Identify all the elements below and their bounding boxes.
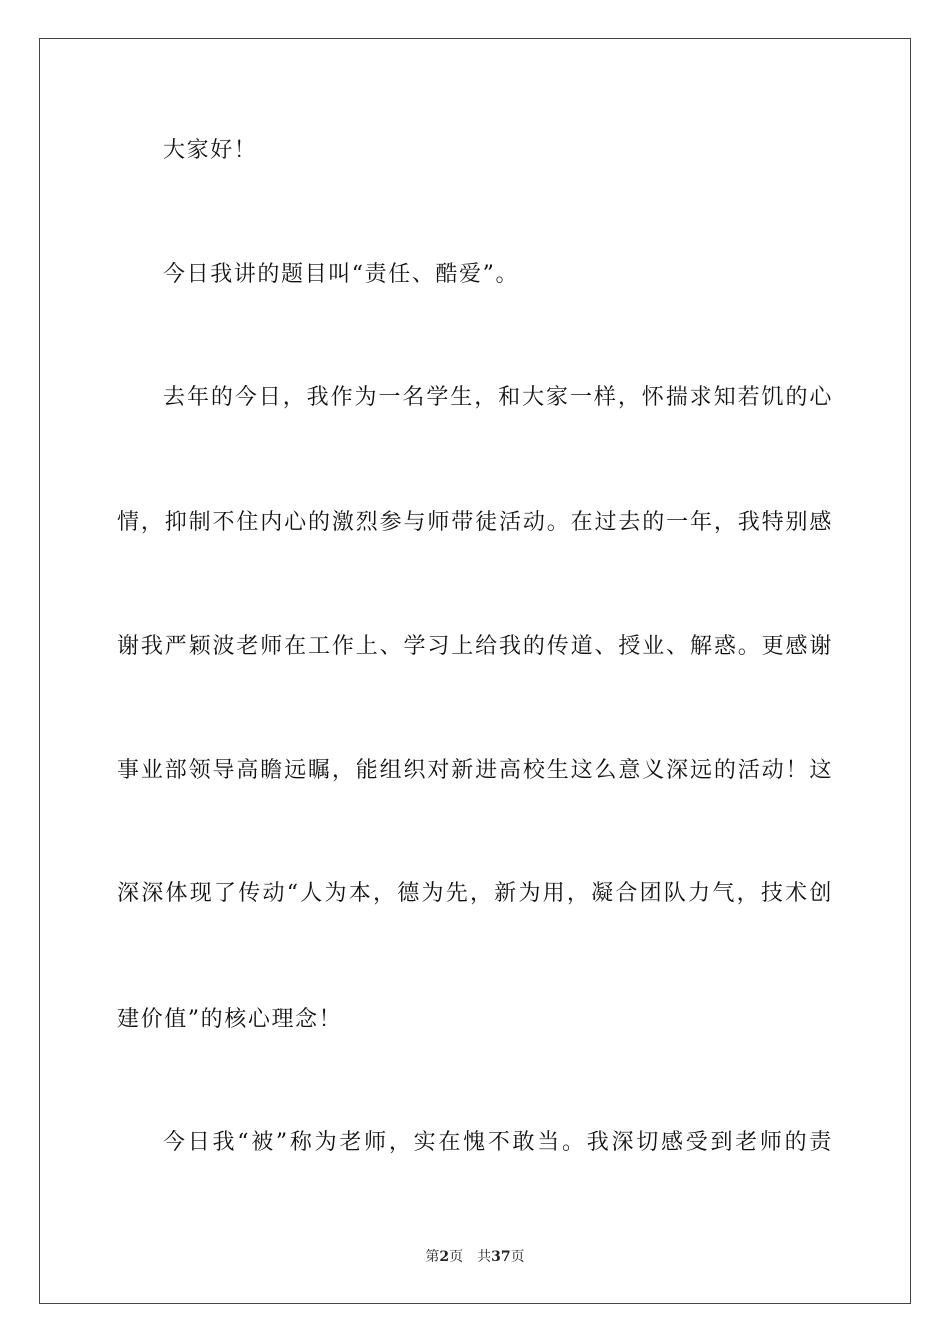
current-page-number: 2 [439, 1249, 450, 1265]
page-number-footer [0, 1248, 950, 1266]
paragraph-topic: 今日我讲的题目叫“责任、酷爱”。 [163, 262, 520, 287]
page-suffix: 页 [449, 1249, 464, 1265]
total-page-count: 37 [491, 1249, 511, 1265]
total-prefix: 共 [477, 1249, 492, 1265]
paragraph-line: 今日我“被”称为老师，实在愧不敢当。我深切感受到老师的责 [163, 1130, 833, 1155]
page-border [39, 38, 911, 1304]
total-suffix: 页 [510, 1249, 525, 1265]
paragraph-line: 去年的今日，我作为一名学生，和大家一样，怀揣求知若饥的心 [163, 385, 833, 410]
paragraph-line: 事业部领导高瞻远瞩，能组织对新进高校生这么意义深远的活动！这 [117, 758, 833, 783]
paragraph-greeting: 大家好！ [163, 138, 258, 163]
paragraph-line: 深深体现了传动“人为本，德为先，新为用，凝合团队力气，技术创 [117, 881, 833, 906]
page-prefix: 第 [425, 1249, 440, 1265]
paragraph-line: 谢我严颖波老师在工作上、学习上给我的传道、授业、解惑。更感谢 [117, 634, 833, 659]
paragraph-line: 建价值”的核心理念！ [117, 1007, 343, 1032]
paragraph-line: 情，抑制不住内心的激烈参与师带徒活动。在过去的一年，我特别感 [117, 510, 833, 535]
